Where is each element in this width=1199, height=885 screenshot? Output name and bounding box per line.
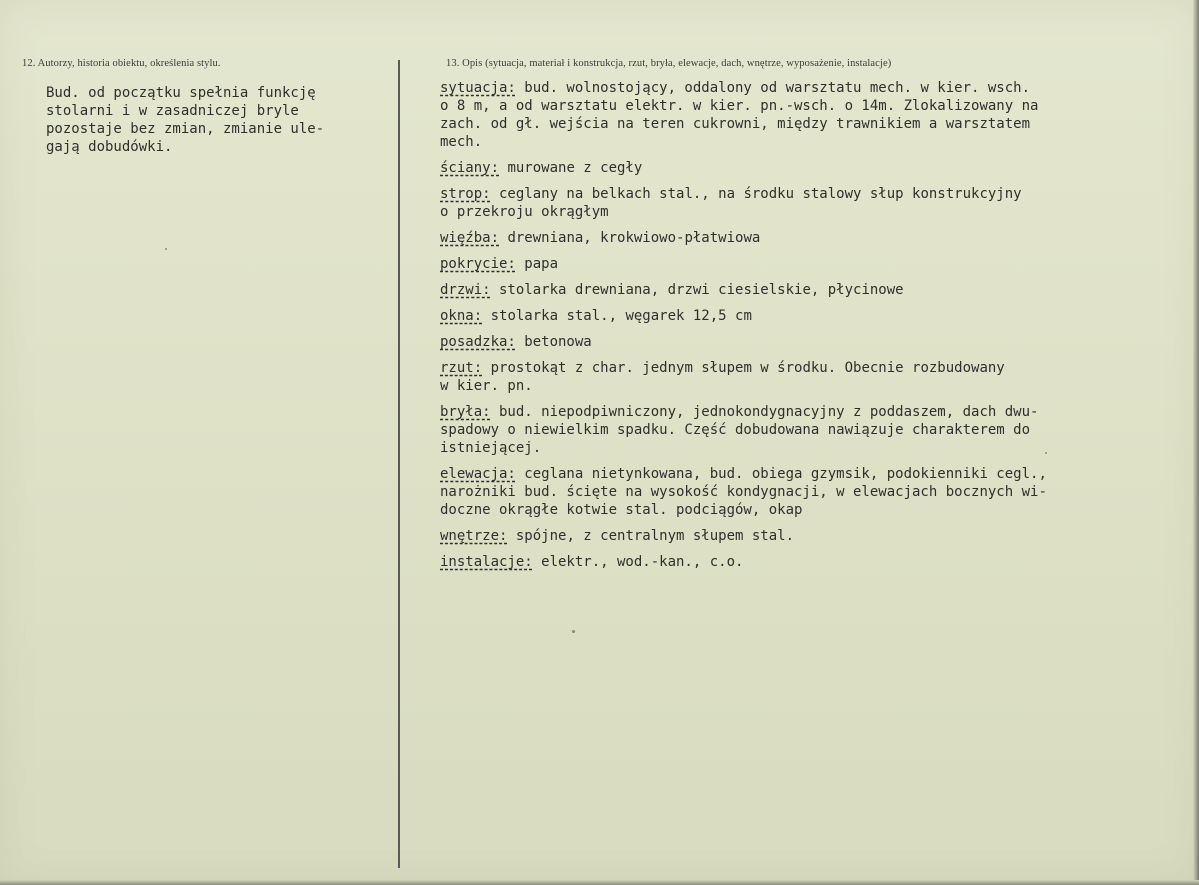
entry-value: murowane z cegły bbox=[499, 160, 643, 176]
entry-continuation-line: o przekroju okrągłym bbox=[440, 204, 609, 220]
description-entry bbox=[440, 255, 1180, 273]
entry-key: bryła: bbox=[440, 404, 491, 420]
description-entry bbox=[440, 229, 1180, 247]
entry-key: elewacja: bbox=[440, 466, 516, 482]
text-line: Bud. od początku spełnia funkcję bbox=[46, 85, 316, 101]
entry-first-line bbox=[440, 527, 1180, 545]
description-entry bbox=[440, 79, 1180, 151]
section-13-label: 13. Opis (sytuacja, materiał i konstrukcja, rzut, bryła, elewacje, dach, wnętrze, wyposażenie, instalacje) bbox=[446, 58, 892, 69]
section-13-description bbox=[440, 79, 1180, 579]
entry-value: elektr., wod.-kan., c.o. bbox=[532, 554, 744, 570]
entry-first-line bbox=[440, 465, 1180, 483]
paper-speck bbox=[1045, 452, 1047, 454]
entry-first-line bbox=[440, 333, 1180, 351]
entry-continuation-line: w kier. pn. bbox=[440, 378, 533, 394]
entry-key: sytuacja: bbox=[440, 80, 516, 96]
entry-first-line bbox=[440, 229, 1180, 247]
column-divider bbox=[398, 60, 400, 868]
entry-key: więźba: bbox=[440, 230, 500, 246]
entry-first-line bbox=[440, 79, 1180, 97]
description-entry bbox=[440, 553, 1180, 571]
card-edge-right bbox=[1193, 0, 1199, 885]
entry-value: bud. niepodpiwniczony, jednokondygnacyjny z poddaszem, dach dwu- bbox=[490, 404, 1039, 420]
section-12-label: 12. Autorzy, historia obiektu, określenia stylu. bbox=[22, 58, 221, 69]
entry-key: drzwi: bbox=[440, 282, 491, 298]
description-entry bbox=[440, 465, 1180, 519]
entry-continuation-line: spadowy o niewielkim spadku. Część dobudowana nawiązuje charakterem do bbox=[440, 422, 1031, 438]
card-edge-bottom bbox=[0, 880, 1199, 885]
description-entry bbox=[440, 185, 1180, 221]
entry-continuation-line: narożniki bud. ścięte na wysokość kondygnacji, w elewacjach bocznych wi- bbox=[440, 484, 1047, 500]
paper-speck bbox=[572, 630, 575, 633]
description-entry bbox=[440, 159, 1180, 177]
entry-first-line bbox=[440, 281, 1180, 299]
text-line: pozostaje bez zmian, zmianie ule- bbox=[46, 121, 325, 137]
entry-key: okna: bbox=[440, 308, 483, 324]
entry-value: papa bbox=[515, 256, 559, 272]
description-entry bbox=[440, 281, 1180, 299]
description-entry bbox=[440, 359, 1180, 395]
entry-continuation-line: istniejącej. bbox=[440, 440, 542, 456]
entry-first-line bbox=[440, 159, 1180, 177]
entry-key: rzut: bbox=[440, 360, 483, 376]
entry-key: strop: bbox=[440, 186, 491, 202]
entry-value: bud. wolnostojący, oddalony od warsztatu mech. w kier. wsch. bbox=[515, 80, 1031, 96]
section-12-text bbox=[46, 84, 391, 156]
entry-first-line bbox=[440, 307, 1180, 325]
entry-continuation-line: doczne okrągłe kotwie stal. podciągów, okap bbox=[440, 502, 803, 518]
entry-first-line bbox=[440, 403, 1180, 421]
entry-value: drewniana, krokwiowo-płatwiowa bbox=[499, 230, 761, 246]
paper-speck bbox=[165, 248, 167, 250]
description-entry bbox=[440, 333, 1180, 351]
entry-key: instalacje: bbox=[440, 554, 533, 570]
text-line: gają dobudówki. bbox=[46, 139, 173, 155]
entry-value: ceglany na belkach stal., na środku stalowy słup konstrukcyjny bbox=[490, 186, 1022, 202]
entry-first-line bbox=[440, 185, 1180, 203]
entry-value: stolarka drewniana, drzwi ciesielskie, płycinowe bbox=[490, 282, 904, 298]
entry-first-line bbox=[440, 359, 1180, 377]
description-entry bbox=[440, 527, 1180, 545]
entry-first-line bbox=[440, 255, 1180, 273]
entry-continuation-line: o 8 m, a od warsztatu elektr. w kier. pn.-wsch. o 14m. Zlokalizowany na bbox=[440, 98, 1039, 114]
description-entry bbox=[440, 403, 1180, 457]
description-entry bbox=[440, 307, 1180, 325]
text-line: stolarni i w zasadniczej bryle bbox=[46, 103, 299, 119]
entry-key: wnętrze: bbox=[440, 528, 508, 544]
entry-key: ściany: bbox=[440, 160, 500, 176]
entry-first-line bbox=[440, 553, 1180, 571]
entry-continuation-line: zach. od gł. wejścia na teren cukrowni, między trawnikiem a warsztatem bbox=[440, 116, 1031, 132]
entry-value: prostokąt z char. jednym słupem w środku. Obecnie rozbudowany bbox=[482, 360, 1005, 376]
entry-value: stolarka stal., węgarek 12,5 cm bbox=[482, 308, 752, 324]
entry-key: posadzka: bbox=[440, 334, 516, 350]
entry-value: spójne, z centralnym słupem stal. bbox=[507, 528, 795, 544]
entry-continuation-line: mech. bbox=[440, 134, 483, 150]
entry-value: ceglana nietynkowana, bud. obiega gzymsik, podokienniki cegl., bbox=[515, 466, 1047, 482]
entry-key: pokrycie: bbox=[440, 256, 516, 272]
entry-value: betonowa bbox=[515, 334, 592, 350]
